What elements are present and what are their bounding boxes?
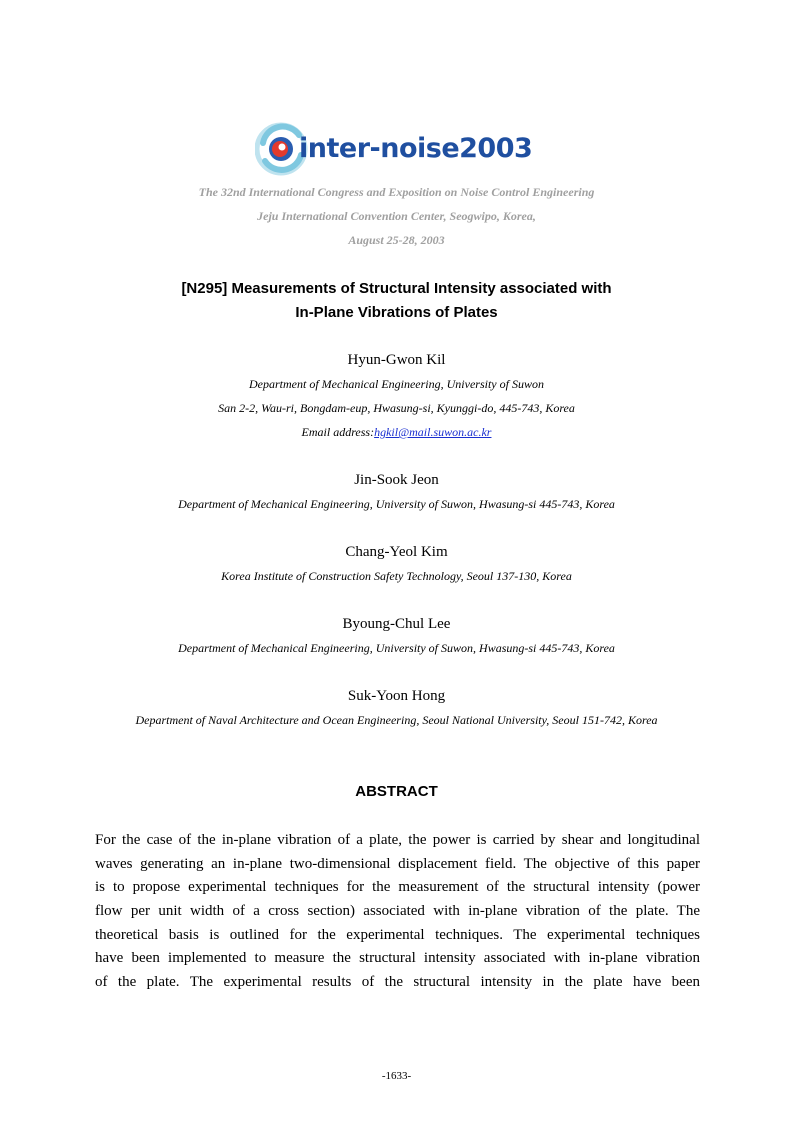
page-number: -1633-: [381, 1070, 412, 1082]
paper-title-line-1: [N295] Measurements of Structural Intensity associated with: [181, 280, 612, 297]
email-link[interactable]: hgkil@mail.suwon.ac.kr: [374, 425, 492, 439]
abstract-line: is to propose experimental techniques for the measurement of the structural intensity (power: [95, 879, 700, 896]
author-email-line: [0, 425, 793, 440]
author-address: San 2-2, Wau-ri, Bongdam-eup, Hwasung-si, Kyunggi-do, 445-743, Korea: [218, 401, 575, 415]
author-name: Byoung-Chul Lee: [342, 616, 451, 632]
author-name: Suk-Yoon Hong: [347, 688, 446, 704]
conference-name: The 32nd International Congress and Exposition on Noise Control Engineering: [198, 185, 595, 199]
abstract-body: [95, 829, 700, 995]
logo-wordmark: inter-noise2003: [299, 133, 533, 164]
author-name: Chang-Yeol Kim: [345, 544, 448, 560]
author-name: Hyun-Gwon Kil: [347, 352, 446, 368]
abstract-line: For the case of the in-plane vibration of a plate, the power is carried by shear and longitudinal: [95, 832, 700, 848]
abstract-line: theoretical basis is outlined for the experimental techniques. The experimental techniques: [95, 926, 700, 943]
abstract-heading: ABSTRACT: [355, 783, 438, 800]
conference-dates: August 25-28, 2003: [348, 233, 445, 247]
author-affiliation: Department of Mechanical Engineering, University of Suwon, Hwasung-si 445-743, Korea: [178, 641, 615, 655]
abstract-line: have been implemented to measure the structural intensity associated with in-plane vibration: [95, 950, 700, 967]
author-affiliation: Department of Mechanical Engineering, University of Suwon: [249, 377, 544, 391]
email-label: Email address:: [301, 425, 375, 439]
author-name: Jin-Sook Jeon: [354, 472, 439, 488]
conference-logo: [255, 121, 545, 177]
abstract-line: flow per unit width of a cross section) associated with in-plane vibration of the plate. The: [95, 903, 700, 920]
abstract-line: waves generating an in-plane two-dimensional displacement field. The objective of this paper: [95, 855, 700, 872]
author-affiliation: Department of Naval Architecture and Ocean Engineering, Seoul National University, Seoul 151-742, Korea: [135, 713, 658, 727]
conference-venue: Jeju International Convention Center, Seogwipo, Korea,: [257, 209, 536, 223]
abstract-line: of the plate. The experimental results of the structural intensity in the plate have been: [95, 974, 700, 991]
author-affiliation: Department of Mechanical Engineering, University of Suwon, Hwasung-si 445-743, Korea: [178, 497, 615, 511]
author-affiliation: Korea Institute of Construction Safety Technology, Seoul 137-130, Korea: [221, 569, 572, 583]
paper-title-line-2: In-Plane Vibrations of Plates: [295, 304, 498, 321]
